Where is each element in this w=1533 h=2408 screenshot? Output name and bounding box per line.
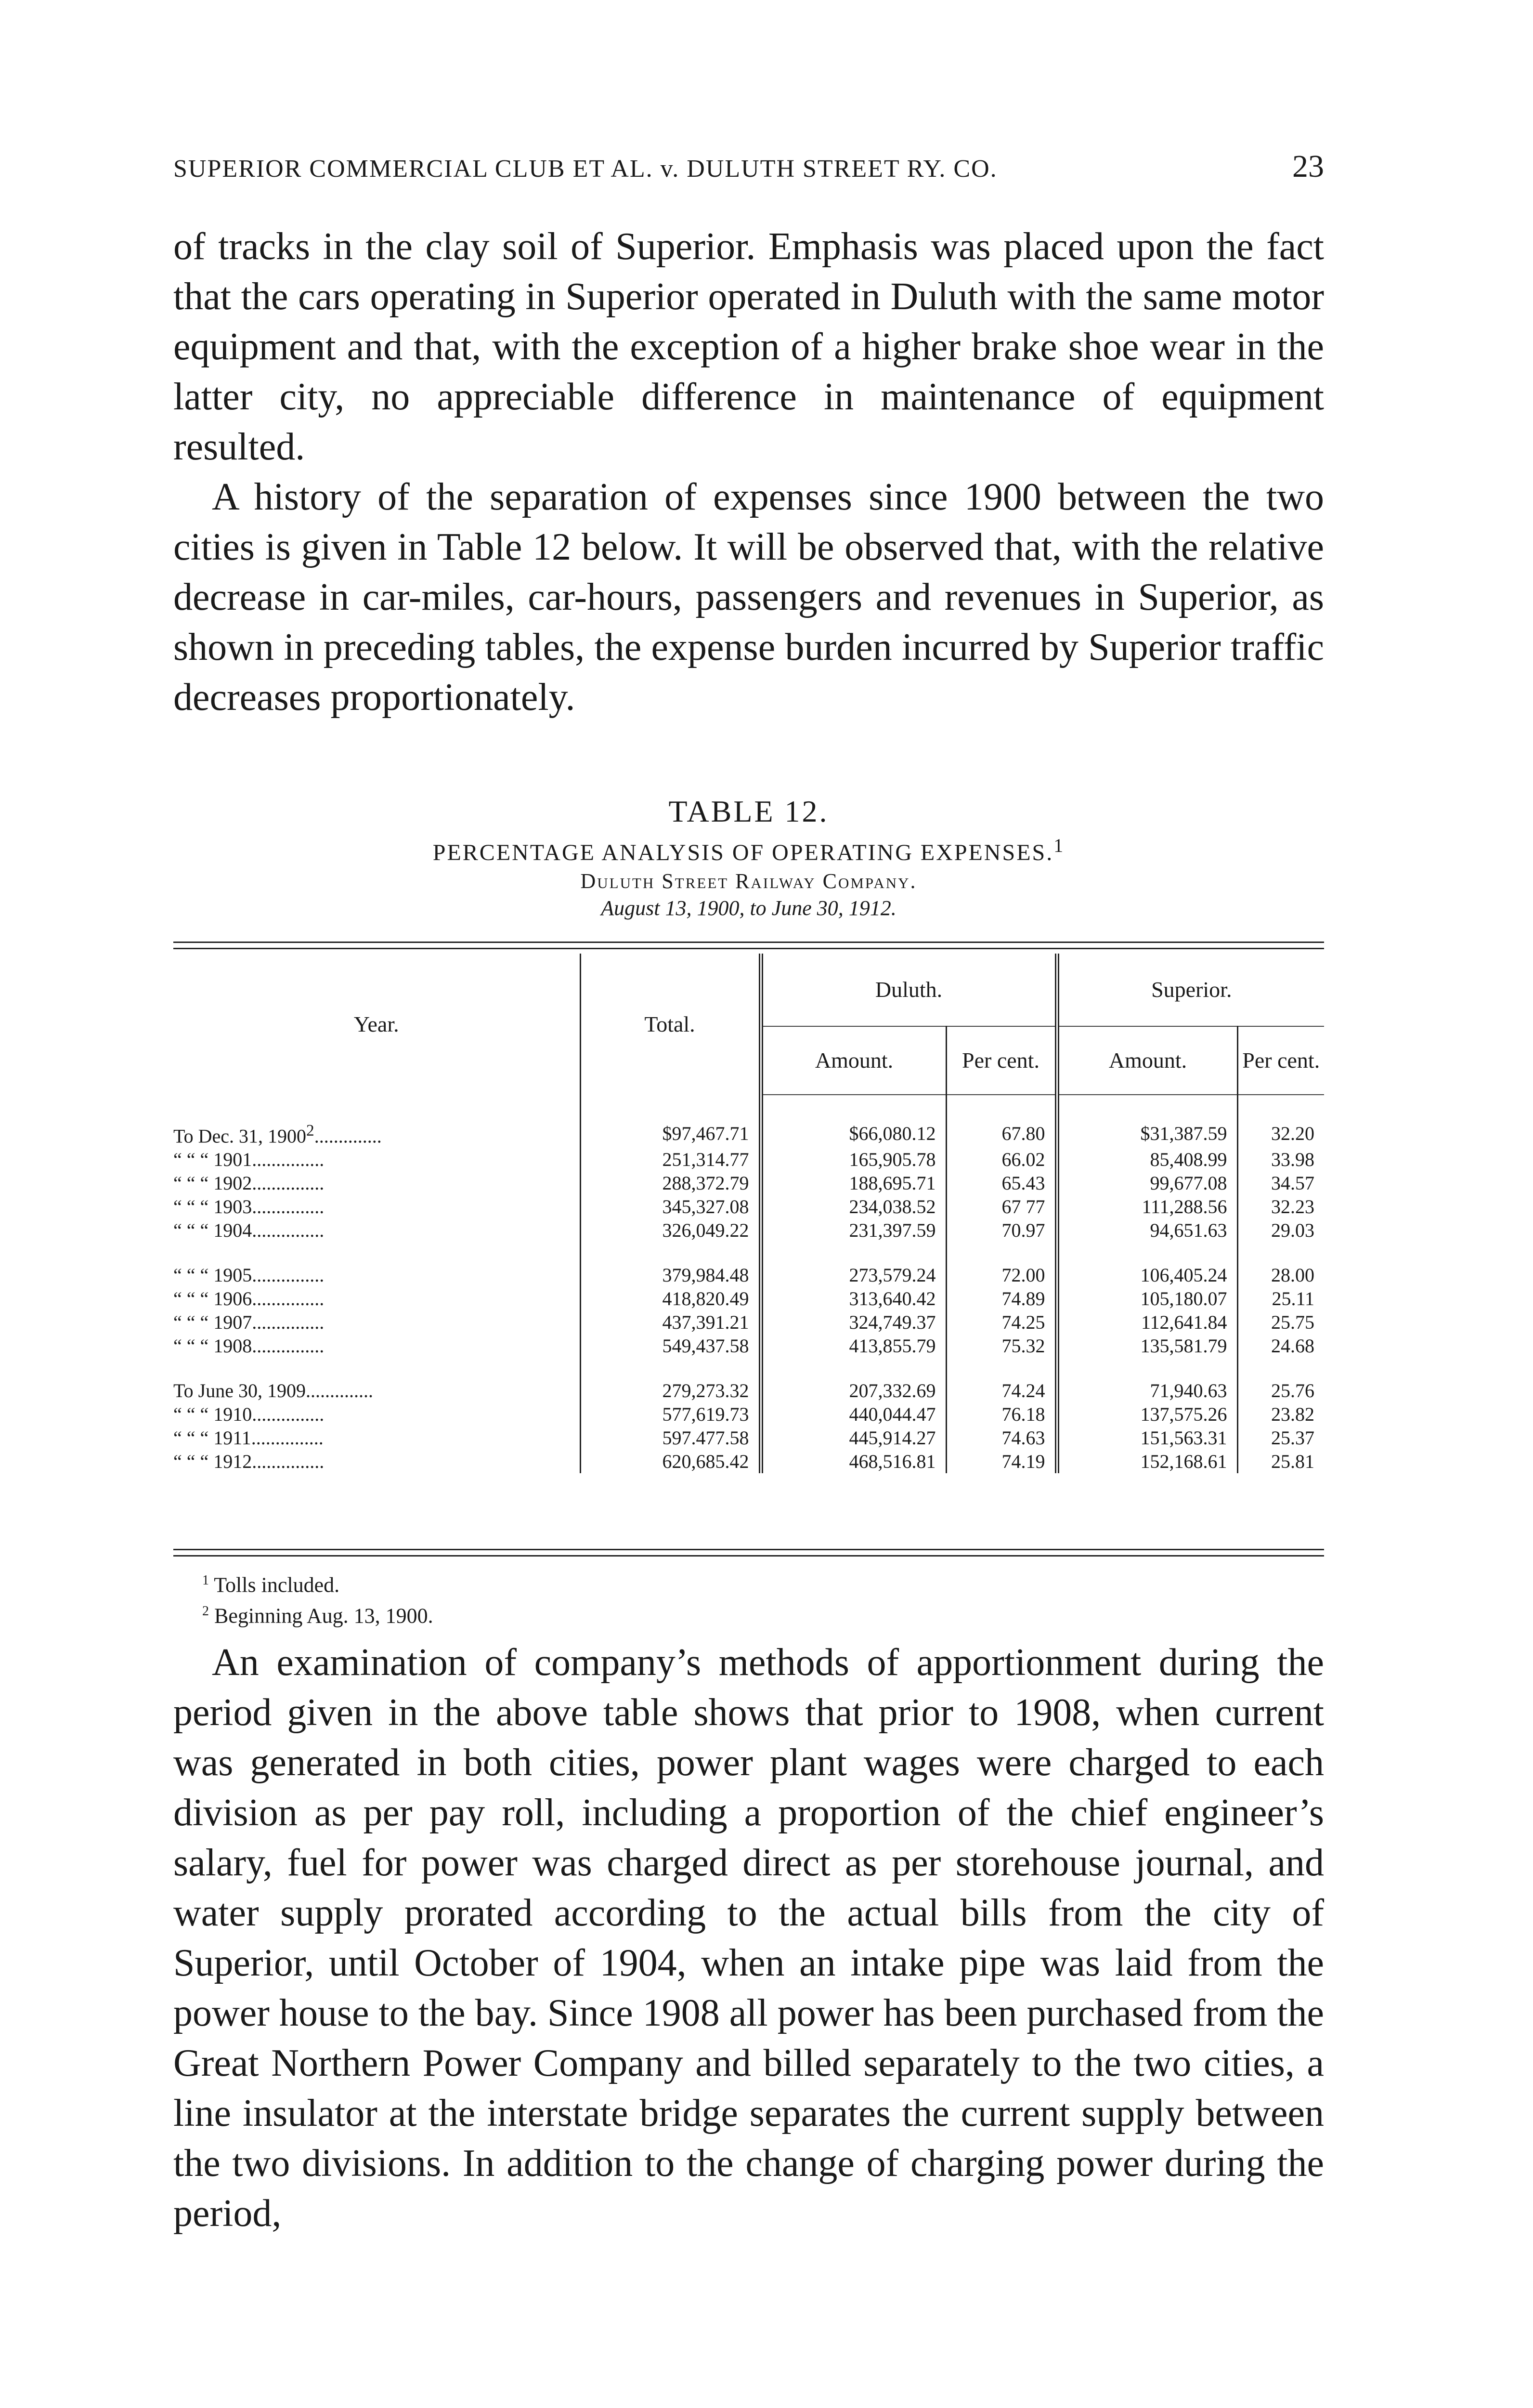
year-cell: “ “ “ 1903............... xyxy=(173,1196,325,1218)
table-bottom-rule xyxy=(173,1549,1324,1550)
table-row xyxy=(173,1334,1324,1358)
superior-pct-cell: 25.76 xyxy=(1237,1379,1324,1402)
table-row xyxy=(173,1402,1324,1426)
paragraph-3: An examination of company’s methods of apportionment during the period given in the above table shows that prior to 1908, when current was generated in both cities, power plant wages were charged to each division as per pay roll, including a proportion of the chief engineer’s salary, fuel for power was charged direct as per storehouse journal, and water supply prorated according to the actual bills from the city of Superior, until October of 1904, when an intake pipe was laid from the power house to the bay. Since 1908 all power has been purchased from the Great Northern Power Company and billed separately to the two cities, a line insulator at the interstate bridge separates the current supply between the two divisions. In addition to the change of charging power during the period, xyxy=(173,1641,1324,2235)
year-cell: “ “ “ 1908............... xyxy=(173,1335,325,1357)
table-row xyxy=(173,1450,1324,1473)
table-dates: August 13, 1900, to June 30, 1912. xyxy=(601,896,896,920)
table-row xyxy=(173,1171,1324,1195)
duluth-amount-cell: 324,749.37 xyxy=(761,1310,946,1334)
table-row xyxy=(173,1310,1324,1334)
duluth-amount-cell: 440,044.47 xyxy=(761,1402,946,1426)
row-spacer xyxy=(173,1358,1324,1379)
duluth-amount-cell: 445,914.27 xyxy=(761,1426,946,1450)
total-cell: 379,984.48 xyxy=(580,1263,761,1287)
duluth-amount-cell: 413,855.79 xyxy=(761,1334,946,1358)
duluth-pct-cell: 66.02 xyxy=(946,1148,1057,1171)
expenses-table xyxy=(173,954,1324,1473)
duluth-amount-cell: 468,516.81 xyxy=(761,1450,946,1473)
row-spacer xyxy=(173,1242,1324,1263)
superior-pct-cell: 29.03 xyxy=(1237,1218,1324,1242)
table-row xyxy=(173,1195,1324,1218)
table-bottom-rule-inner xyxy=(173,1555,1324,1557)
superior-pct-cell: 24.68 xyxy=(1237,1334,1324,1358)
table-top-rule xyxy=(173,942,1324,943)
superior-pct-cell: 34.57 xyxy=(1237,1171,1324,1195)
table-row xyxy=(173,1287,1324,1310)
superior-amount-cell: 137,575.26 xyxy=(1057,1402,1237,1426)
header-duluth-amount: Amount. xyxy=(761,1026,946,1095)
superior-pct-cell: 32.23 xyxy=(1237,1195,1324,1218)
superior-pct-cell: 32.20 xyxy=(1237,1095,1324,1148)
year-cell: To Dec. 31, 1900$^2$.............. xyxy=(173,1122,382,1147)
year-cell: “ “ “ 1902............... xyxy=(173,1172,325,1194)
duluth-amount-cell: 188,695.71 xyxy=(761,1171,946,1195)
duluth-pct-cell: 74.19 xyxy=(946,1450,1057,1473)
duluth-pct-cell: 76.18 xyxy=(946,1402,1057,1426)
year-cell: “ “ “ 1904............... xyxy=(173,1219,325,1242)
superior-pct-cell: 28.00 xyxy=(1237,1263,1324,1287)
duluth-amount-cell: 313,640.42 xyxy=(761,1287,946,1310)
year-cell: “ “ “ 1901............... xyxy=(173,1149,325,1171)
running-head-title: SUPERIOR COMMERCIAL CLUB ET AL. v. DULUTH STREET RY. CO. xyxy=(173,155,998,183)
superior-amount-cell: 135,581.79 xyxy=(1057,1334,1237,1358)
table-title-note: 1 xyxy=(1053,835,1065,856)
table-row xyxy=(173,1379,1324,1402)
duluth-pct-cell: 74.63 xyxy=(946,1426,1057,1450)
table-top-rule-inner xyxy=(173,948,1324,949)
total-cell: 549,437.58 xyxy=(580,1334,761,1358)
header-superior-per-cent: Per cent. xyxy=(1237,1026,1324,1095)
table-row xyxy=(173,1095,1324,1148)
duluth-pct-cell: 75.32 xyxy=(946,1334,1057,1358)
year-cell: “ “ “ 1906............... xyxy=(173,1288,325,1310)
year-cell: To June 30, 1909.............. xyxy=(173,1380,373,1402)
footnote-1: $^1$ Tolls included. xyxy=(202,1573,340,1597)
total-cell: 577,619.73 xyxy=(580,1402,761,1426)
superior-amount-cell: 106,405.24 xyxy=(1057,1263,1237,1287)
total-cell: 345,327.08 xyxy=(580,1195,761,1218)
year-cell: “ “ “ 1910............... xyxy=(173,1403,325,1426)
total-cell: 288,372.79 xyxy=(580,1171,761,1195)
duluth-pct-cell: 70.97 xyxy=(946,1218,1057,1242)
table-caption xyxy=(173,792,1324,922)
header-total: Total. xyxy=(580,954,761,1095)
total-cell: 279,273.32 xyxy=(580,1379,761,1402)
table-label: TABLE 12. xyxy=(668,794,829,828)
duluth-amount-cell: 273,579.24 xyxy=(761,1263,946,1287)
superior-pct-cell: 23.82 xyxy=(1237,1402,1324,1426)
total-cell: 437,391.21 xyxy=(580,1310,761,1334)
total-cell: 418,820.49 xyxy=(580,1287,761,1310)
year-cell: “ “ “ 1907............... xyxy=(173,1311,325,1334)
table-row xyxy=(173,1148,1324,1171)
superior-pct-cell: 25.11 xyxy=(1237,1287,1324,1310)
year-cell: “ “ “ 1912............... xyxy=(173,1451,325,1473)
header-year: Year. xyxy=(353,1011,399,1036)
duluth-pct-cell: 67 77 xyxy=(946,1195,1057,1218)
table-row xyxy=(173,1218,1324,1242)
duluth-amount-cell: 234,038.52 xyxy=(761,1195,946,1218)
header-duluth-per-cent: Per cent. xyxy=(946,1026,1057,1095)
duluth-pct-cell: 72.00 xyxy=(946,1263,1057,1287)
superior-amount-cell: 94,651.63 xyxy=(1057,1218,1237,1242)
duluth-amount-cell: 165,905.78 xyxy=(761,1148,946,1171)
header-superior: Superior. xyxy=(1057,954,1324,1026)
year-cell: “ “ “ 1911............... xyxy=(173,1427,324,1449)
paragraph-2: A history of the separation of expenses since 1900 between the two cities is given in Table 12 below. It will be observed that, with the relative decrease in car-miles, car-hours, passengers and revenues in Superior, as shown in preceding tables, the expense burden incurred by Superior traffic decreases proportionately. xyxy=(173,476,1324,719)
total-cell: 326,049.22 xyxy=(580,1218,761,1242)
total-cell: $97,467.71 xyxy=(580,1095,761,1148)
duluth-pct-cell: 74.89 xyxy=(946,1287,1057,1310)
superior-pct-cell: 25.75 xyxy=(1237,1310,1324,1334)
table-title xyxy=(173,831,1324,868)
duluth-pct-cell: 67.80 xyxy=(946,1095,1057,1148)
duluth-amount-cell: 207,332.69 xyxy=(761,1379,946,1402)
table-row xyxy=(173,1426,1324,1450)
superior-pct-cell: 25.81 xyxy=(1237,1450,1324,1473)
duluth-pct-cell: 65.43 xyxy=(946,1171,1057,1195)
total-cell: 251,314.77 xyxy=(580,1148,761,1171)
table-row xyxy=(173,1263,1324,1287)
total-cell: 620,685.42 xyxy=(580,1450,761,1473)
table-company: Duluth Street Railway Company. xyxy=(580,869,917,893)
total-cell: 597.477.58 xyxy=(580,1426,761,1450)
superior-amount-cell: 71,940.63 xyxy=(1057,1379,1237,1402)
duluth-pct-cell: 74.24 xyxy=(946,1379,1057,1402)
running-head xyxy=(173,148,1324,185)
superior-pct-cell: 25.37 xyxy=(1237,1426,1324,1450)
superior-amount-cell: 112,641.84 xyxy=(1057,1310,1237,1334)
page-number: 23 xyxy=(1292,149,1324,184)
superior-amount-cell: 85,408.99 xyxy=(1057,1148,1237,1171)
superior-amount-cell: 99,677.08 xyxy=(1057,1171,1237,1195)
duluth-amount-cell: 231,397.59 xyxy=(761,1218,946,1242)
table-title-text: PERCENTAGE ANALYSIS OF OPERATING EXPENSES. xyxy=(432,840,1054,865)
superior-pct-cell: 33.98 xyxy=(1237,1148,1324,1171)
superior-amount-cell: 151,563.31 xyxy=(1057,1426,1237,1450)
superior-amount-cell: 152,168.61 xyxy=(1057,1450,1237,1473)
duluth-pct-cell: 74.25 xyxy=(946,1310,1057,1334)
superior-amount-cell: 105,180.07 xyxy=(1057,1287,1237,1310)
header-superior-amount: Amount. xyxy=(1057,1026,1237,1095)
header-duluth: Duluth. xyxy=(761,954,1057,1026)
superior-amount-cell: $31,387.59 xyxy=(1057,1095,1237,1148)
superior-amount-cell: 111,288.56 xyxy=(1057,1195,1237,1218)
footnote-2: $^2$ Beginning Aug. 13, 1900. xyxy=(202,1603,433,1628)
footnotes xyxy=(202,1568,433,1629)
duluth-amount-cell: $66,080.12 xyxy=(761,1095,946,1148)
year-cell: “ “ “ 1905............... xyxy=(173,1264,325,1286)
paragraph-1: of tracks in the clay soil of Superior. Emphasis was placed upon the fact that the cars operating in Superior operated in Duluth with the same motor equipment and that, with the exception of a higher brake shoe wear in the latter city, no appreciable difference in maintenance of equipment resulted. xyxy=(173,225,1324,468)
